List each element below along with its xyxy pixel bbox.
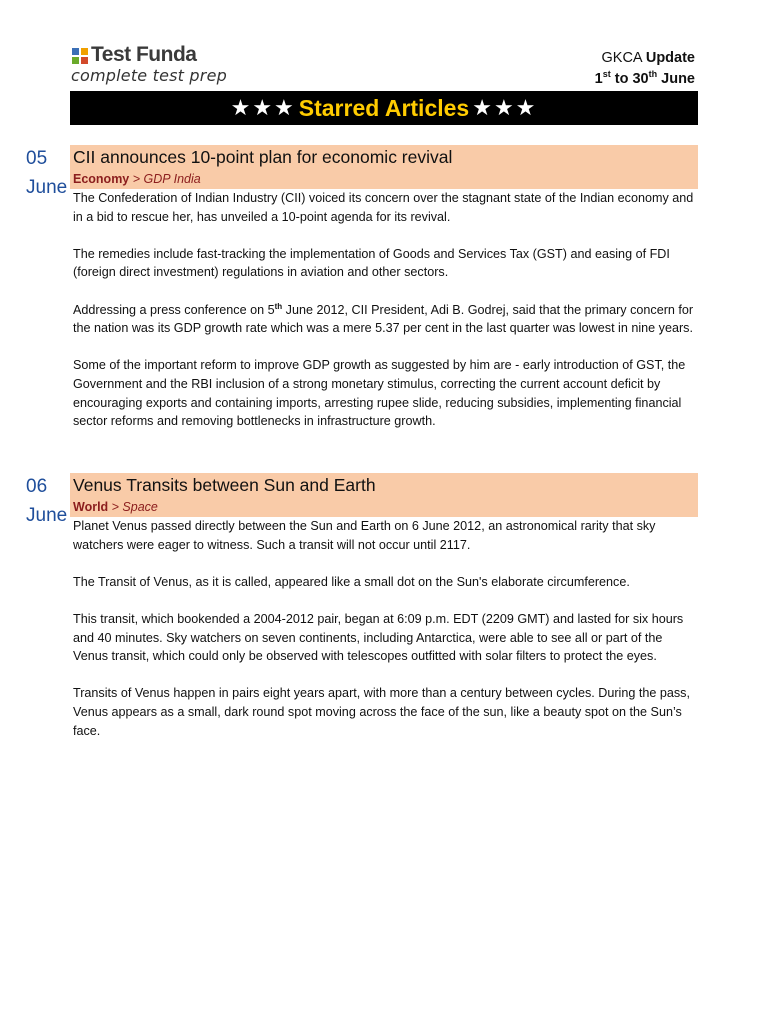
- testfunda-logo: [70, 43, 227, 88]
- date-end: to 30: [610, 71, 649, 87]
- subcategory-label: > Space: [108, 500, 158, 514]
- paragraph: Some of the important reform to improve GDP growth as suggested by him are - early introduction of GST, the Government and the RBI inclusion of a strong monetary stimulus, correcting the current account deficit by encouraging exports and containing imports, arresting rupee slide, reducing subsidies, implementing financial sector reforms and removing bottlenecks in infrastructure growth.: [73, 358, 686, 429]
- starred-articles-banner: [70, 91, 698, 125]
- article-category: [73, 500, 158, 514]
- paragraph-part: June 2012, CII President, Adi B. Godrej, said that the primary concern for the nation was its GDP growth rate which was a mere 5.37 per cent in the last quarter was lowest in nine years.: [73, 302, 694, 336]
- article-2: [70, 473, 698, 759]
- article-day: 05: [26, 148, 48, 169]
- update-info: [595, 48, 695, 90]
- subcategory-label: > GDP India: [132, 172, 201, 186]
- logo-tagline: complete test prep: [71, 66, 227, 85]
- article-body: [70, 189, 698, 431]
- category-label: Economy: [73, 172, 130, 186]
- logo-square-orange: [81, 48, 88, 55]
- article-header: [70, 145, 698, 189]
- paragraph: The Confederation of Indian Industry (CII) voiced its concern over the stagnant state of the Indian economy and in a bid to rescue her, has unveiled a 10-point agenda for its revival.: [73, 191, 694, 224]
- paragraph: [73, 301, 696, 338]
- update-title: [595, 48, 695, 69]
- article-date-2: [26, 472, 67, 530]
- logo-square-red: [81, 57, 88, 64]
- logo-brand-text: Test Funda: [91, 43, 197, 66]
- article-body: [70, 517, 698, 740]
- article-header: [70, 473, 698, 517]
- article-title: Venus Transits between Sun and Earth: [73, 475, 376, 495]
- article-month: June: [26, 505, 68, 526]
- logo-square-green: [72, 57, 79, 64]
- date-start-suffix: st: [602, 69, 611, 79]
- logo-square-blue: [72, 48, 79, 55]
- banner-title: Starred Articles: [298, 94, 470, 121]
- category-label: World: [73, 500, 109, 514]
- date-start: 1: [594, 71, 603, 87]
- stars-right-icon: ★★★: [472, 95, 538, 120]
- update-word: Update: [645, 50, 695, 66]
- date-month: June: [657, 71, 695, 87]
- paragraph: This transit, which bookended a 2004-2012 pair, began at 6:09 p.m. EDT (2209 GMT) and lasted for six hours and 40 minutes. Sky watchers on seven continents, including Antarctica, were able to see all or part of the Venus transit, which could only be observed with telescopes outfitted with solar filters to protect the eyes.: [73, 611, 684, 664]
- article-1: [70, 145, 698, 449]
- date-end-suffix: th: [648, 69, 658, 79]
- article-month: June: [26, 177, 68, 198]
- paragraph: The Transit of Venus, as it is called, appeared like a small dot on the Sun's elaborate circumference.: [73, 574, 630, 589]
- update-date-range: [595, 69, 695, 90]
- logo-squares-icon: [72, 48, 88, 64]
- stars-left-icon: ★★★: [230, 95, 296, 120]
- update-gkca: GKCA: [601, 50, 646, 66]
- paragraph: Transits of Venus happen in pairs eight years apart, with more than a century between cycles. During the pass, Venus appears as a small, dark round spot moving across the face of the sun, like a beauty spot on the Sun’s face.: [73, 686, 690, 738]
- paragraph-part: Addressing a press conference on 5: [73, 302, 275, 317]
- article-day: 06: [26, 476, 48, 497]
- article-date-1: [26, 144, 67, 202]
- article-title: CII announces 10-point plan for economic revival: [73, 147, 453, 167]
- ordinal-suffix: th: [274, 301, 283, 311]
- paragraph: Planet Venus passed directly between the Sun and Earth on 6 June 2012, an astronomical rarity that sky watchers were eager to witness. Such a transit will not occur until 2117.: [73, 519, 656, 552]
- paragraph: The remedies include fast-tracking the implementation of Goods and Services Tax (GST) and easing of FDI (foreign direct investment) regulations in aviation and other sectors.: [73, 246, 670, 280]
- article-category: [73, 172, 201, 186]
